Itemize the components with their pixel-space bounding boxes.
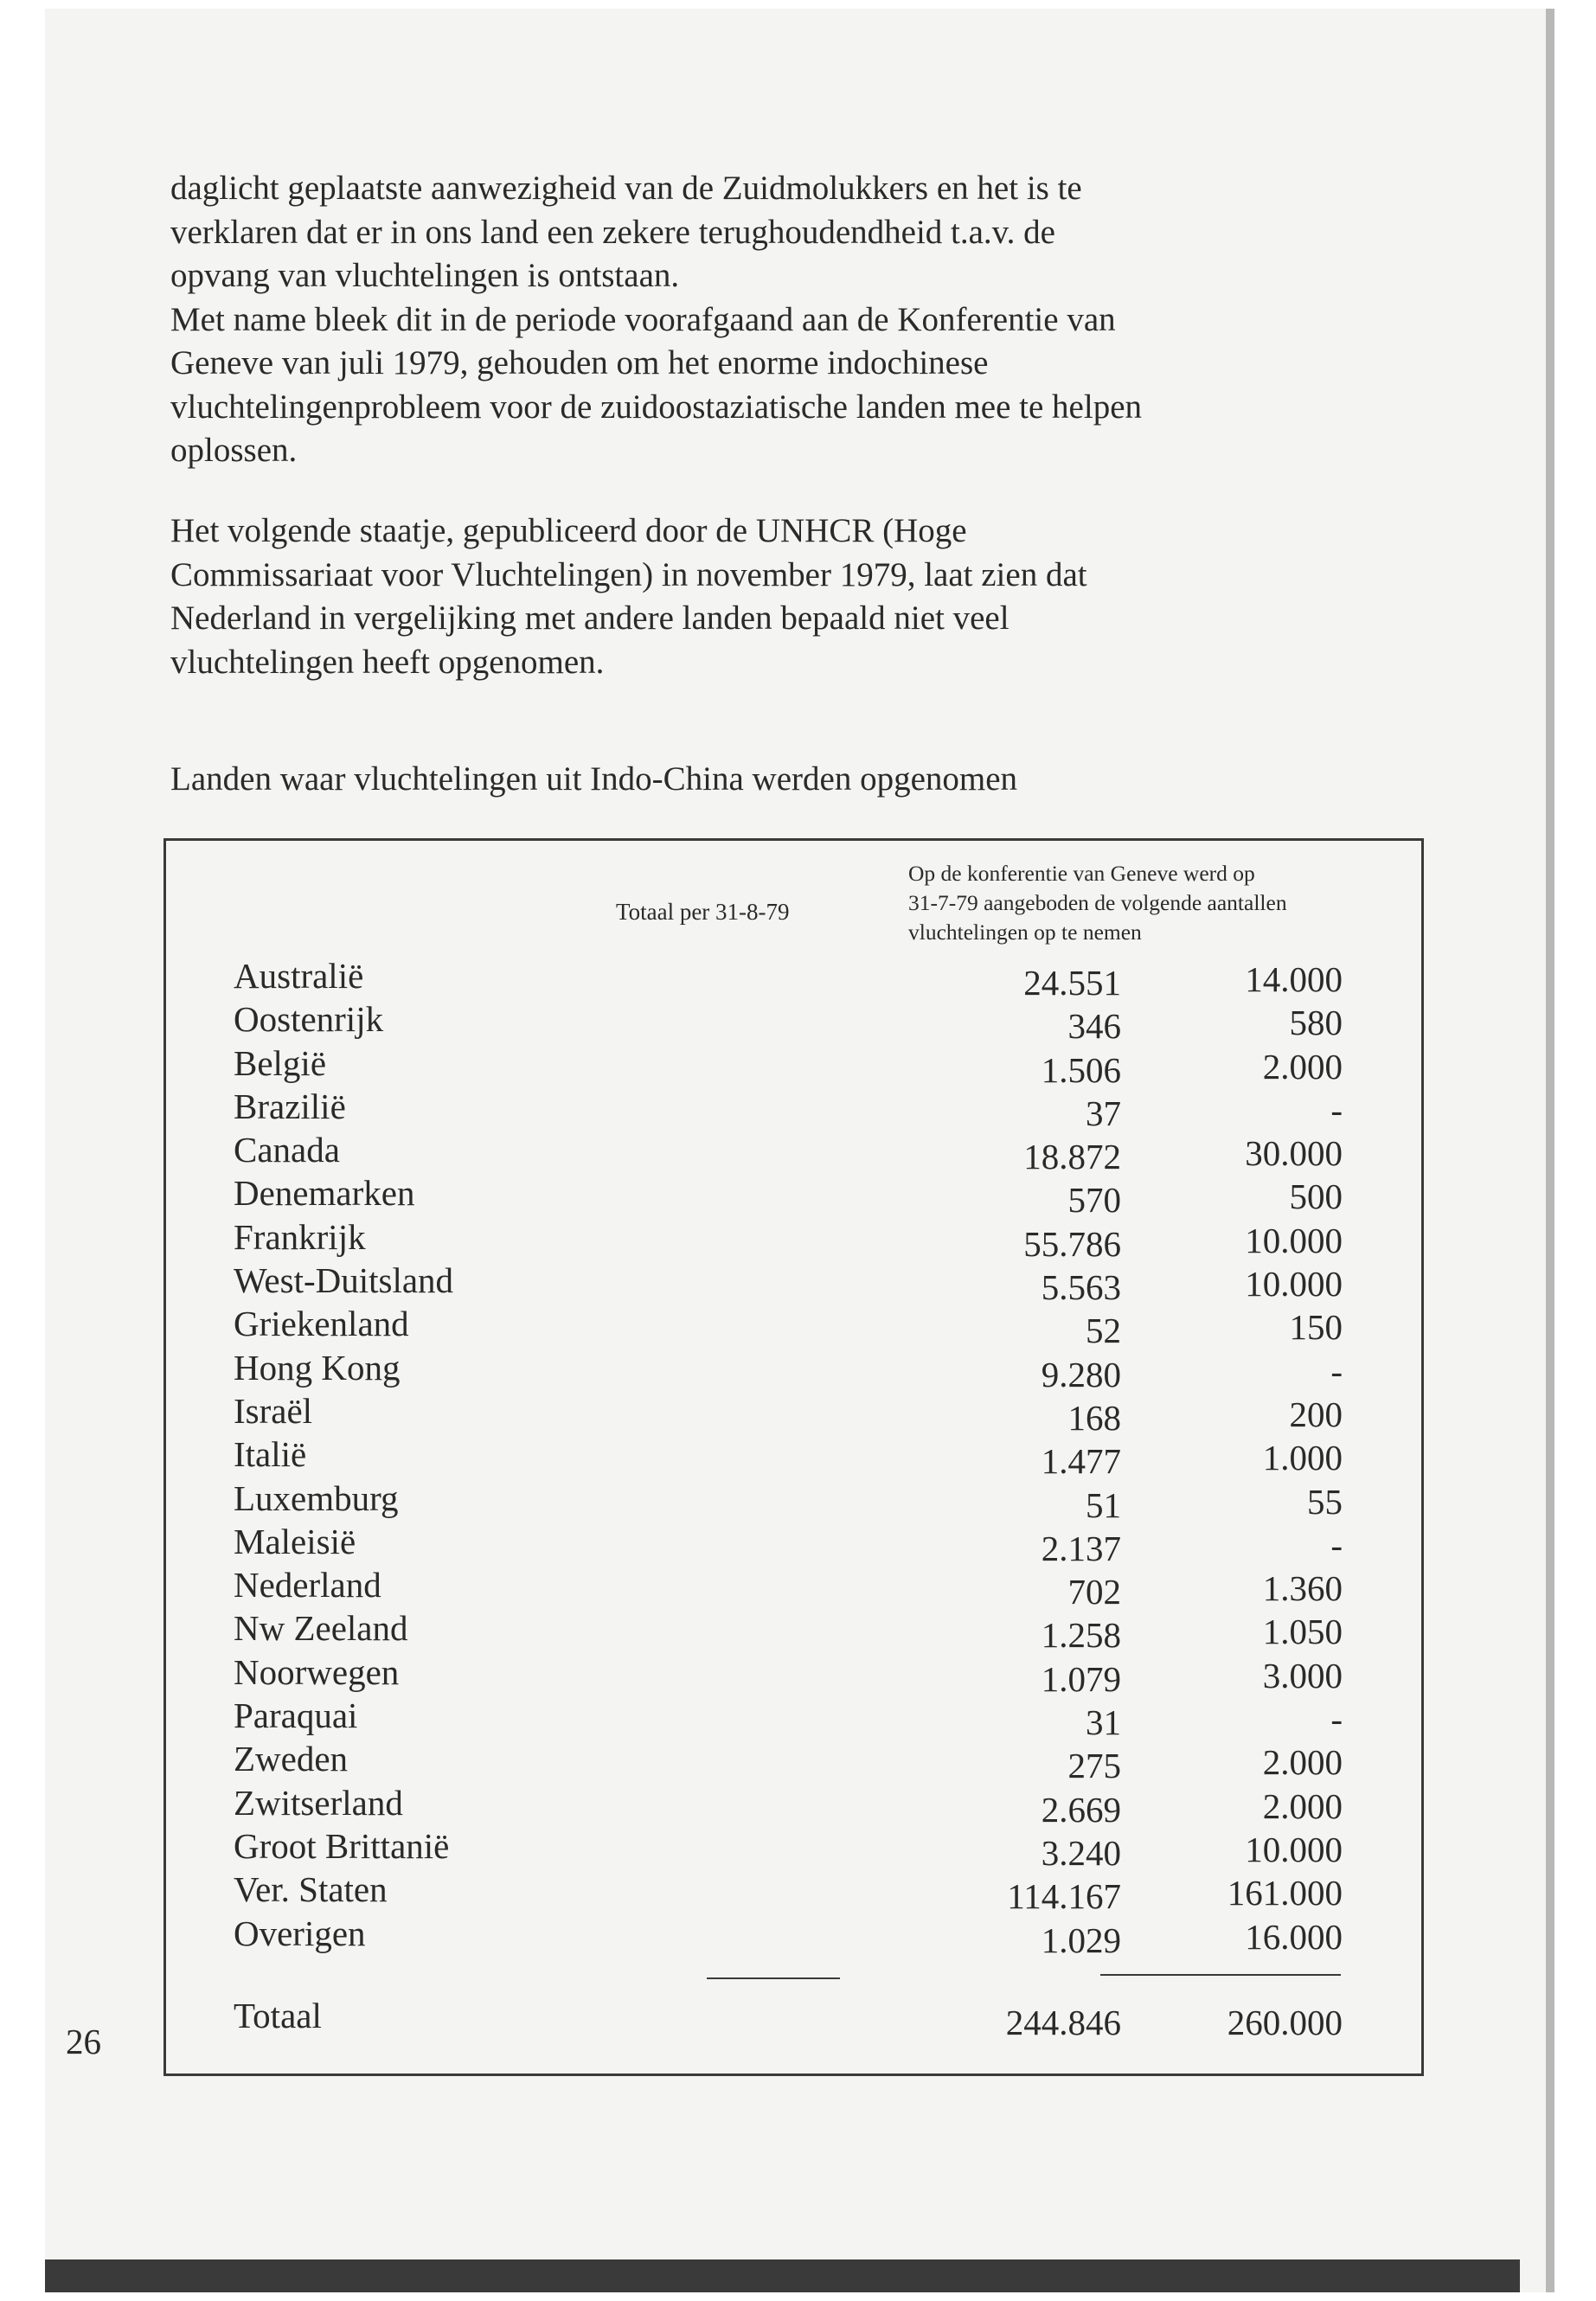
country-cell: Griekenland bbox=[234, 1304, 409, 1344]
page-spine-shadow bbox=[1546, 9, 1554, 2292]
total-cell: 31 bbox=[1086, 1702, 1121, 1743]
offered-cell: - bbox=[1330, 1089, 1343, 1130]
offered-cell: 500 bbox=[1289, 1176, 1343, 1217]
country-cell: Paraquai bbox=[234, 1695, 358, 1736]
offered-cell: - bbox=[1330, 1350, 1343, 1391]
country-cell: Noorwegen bbox=[234, 1651, 400, 1692]
table-row bbox=[234, 1694, 1343, 1743]
country-cell: Denemarken bbox=[234, 1173, 415, 1214]
table-row bbox=[234, 1128, 1343, 1177]
offered-cell: - bbox=[1330, 1699, 1343, 1740]
table-row bbox=[234, 1389, 1343, 1438]
country-cell: Nederland bbox=[234, 1565, 381, 1606]
country-cell: Luxemburg bbox=[234, 1477, 399, 1518]
total-cell: 168 bbox=[1067, 1397, 1121, 1438]
offered-cell: 2.000 bbox=[1262, 1742, 1343, 1783]
paragraph-2-line: vluchtelingen heeft opgenomen. bbox=[170, 643, 605, 681]
total-cell: 346 bbox=[1067, 1006, 1121, 1047]
total-cell: 1.079 bbox=[1041, 1658, 1121, 1699]
total-cell: 9.280 bbox=[1041, 1354, 1121, 1394]
country-cell: Zweden bbox=[234, 1739, 349, 1779]
offered-cell: 3.000 bbox=[1262, 1655, 1343, 1695]
table-row bbox=[234, 1042, 1343, 1090]
paragraph-1-line: verklaren dat er in ons land een zekere terughoudendheid t.a.v. de bbox=[170, 213, 1055, 251]
offered-cell: 150 bbox=[1289, 1307, 1343, 1348]
table-row bbox=[234, 954, 1343, 1003]
table-row bbox=[234, 1650, 1343, 1699]
country-cell: Zwitserland bbox=[234, 1782, 403, 1823]
paragraph-1-line: opvang van vluchtelingen is ontstaan. bbox=[170, 257, 680, 294]
paragraph-1-line: Met name bleek dit in de periode voorafgaand aan de Konferentie van bbox=[170, 300, 1116, 338]
table-caption: Landen waar vluchtelingen uit Indo-China werden opgenomen bbox=[170, 760, 1018, 798]
country-cell: Brazilië bbox=[234, 1086, 346, 1126]
offered-cell: 55 bbox=[1307, 1481, 1343, 1522]
country-cell: België bbox=[234, 1042, 327, 1083]
country-cell: West-Duitsland bbox=[234, 1260, 454, 1301]
country-cell: Australië bbox=[234, 956, 364, 996]
total-cell: 1.506 bbox=[1041, 1049, 1121, 1090]
paragraph-1-line: daglicht geplaatste aanwezigheid van de Zuidmolukkers en het is te bbox=[170, 170, 1082, 207]
table-row bbox=[234, 1868, 1343, 1917]
total-cell: 52 bbox=[1086, 1311, 1121, 1351]
total-cell: 2.669 bbox=[1041, 1789, 1121, 1830]
paragraph-1-line: oplossen. bbox=[170, 432, 298, 469]
offered-cell: 200 bbox=[1289, 1394, 1343, 1434]
offered-cell: 1.360 bbox=[1262, 1568, 1343, 1609]
offered-cell: 1.050 bbox=[1262, 1612, 1343, 1652]
country-cell: Canada bbox=[234, 1130, 340, 1170]
table-row bbox=[234, 1912, 1343, 1960]
total-cell: 570 bbox=[1067, 1180, 1121, 1221]
country-cell: Maleisië bbox=[234, 1521, 356, 1561]
offered-column-rule bbox=[1100, 1974, 1341, 1976]
paragraph-2-line: Commissariaat voor Vluchtelingen) in november 1979, laat zien dat bbox=[170, 555, 1087, 593]
table-row bbox=[234, 1781, 1343, 1830]
total-cell: 18.872 bbox=[1023, 1137, 1121, 1177]
paragraph-1-line: Geneve van juli 1979, gehouden om het enorme indochinese bbox=[170, 344, 989, 381]
table-row bbox=[234, 997, 1343, 1047]
table-row bbox=[234, 1563, 1343, 1612]
country-cell: Italië bbox=[234, 1434, 307, 1475]
table-row bbox=[234, 1824, 1343, 1873]
country-cell: Israël bbox=[234, 1390, 313, 1431]
country-cell: Nw Zeeland bbox=[234, 1608, 408, 1649]
page-number: 26 bbox=[66, 2022, 101, 2061]
total-cell: 37 bbox=[1086, 1093, 1121, 1133]
offered-cell: 14.000 bbox=[1245, 959, 1343, 999]
total-cell: 24.551 bbox=[1023, 963, 1121, 1003]
table-row bbox=[234, 1737, 1343, 1786]
paragraph-1 bbox=[170, 167, 1425, 473]
country-cell: Frankrijk bbox=[234, 1216, 366, 1257]
offered-cell: 1.000 bbox=[1262, 1438, 1343, 1478]
country-cell: Groot Brittanië bbox=[234, 1825, 450, 1866]
table-row bbox=[234, 1433, 1343, 1482]
column-header-geneve-line: vluchtelingen op te nemen bbox=[908, 920, 1142, 945]
offered-cell: 16.000 bbox=[1245, 1916, 1343, 1957]
table-row bbox=[234, 1259, 1343, 1308]
total-cell: 1.258 bbox=[1041, 1615, 1121, 1656]
table-row bbox=[234, 1606, 1343, 1656]
total-cell: 275 bbox=[1067, 1746, 1121, 1786]
total-sum: 244.846 bbox=[1005, 2003, 1121, 2042]
paragraph-2 bbox=[170, 510, 1425, 684]
offered-cell: 10.000 bbox=[1245, 1829, 1343, 1869]
total-cell: 1.477 bbox=[1041, 1441, 1121, 1482]
total-cell: 3.240 bbox=[1041, 1832, 1121, 1873]
table-row bbox=[234, 1215, 1343, 1264]
offered-cell: - bbox=[1330, 1524, 1343, 1565]
table-row bbox=[234, 1085, 1343, 1133]
offered-cell: 10.000 bbox=[1245, 1264, 1343, 1304]
total-cell: 1.029 bbox=[1041, 1920, 1121, 1960]
table-row bbox=[234, 1171, 1343, 1221]
offered-cell: 161.000 bbox=[1227, 1873, 1343, 1913]
country-cell: Oostenrijk bbox=[234, 999, 384, 1040]
total-cell: 702 bbox=[1067, 1572, 1121, 1612]
table-row bbox=[234, 1346, 1343, 1394]
total-column-rule bbox=[707, 1977, 840, 1979]
table-body bbox=[234, 954, 1343, 1960]
table-row bbox=[234, 1302, 1343, 1351]
country-cell: Ver. Staten bbox=[234, 1869, 388, 1910]
total-cell: 2.137 bbox=[1041, 1528, 1121, 1568]
total-cell: 51 bbox=[1086, 1484, 1121, 1525]
scan-edge-strip bbox=[45, 2259, 1520, 2292]
offered-sum: 260.000 bbox=[1227, 2003, 1343, 2042]
total-cell: 5.563 bbox=[1041, 1267, 1121, 1308]
country-cell: Hong Kong bbox=[234, 1347, 401, 1388]
country-cell: Overigen bbox=[234, 1913, 366, 1953]
table-total-row bbox=[234, 1994, 1341, 2046]
paragraph-1-line: vluchtelingenprobleem voor de zuidoostaziatische landen mee te helpen bbox=[170, 388, 1143, 426]
offered-cell: 2.000 bbox=[1262, 1785, 1343, 1826]
paragraph-2-line: Nederland in vergelijking met andere landen bepaald niet veel bbox=[170, 599, 1010, 637]
total-label: Totaal bbox=[234, 1996, 322, 2035]
table-row bbox=[234, 1477, 1343, 1525]
column-header-total: Totaal per 31-8-79 bbox=[616, 899, 790, 925]
offered-cell: 2.000 bbox=[1262, 1046, 1343, 1086]
offered-cell: 30.000 bbox=[1245, 1133, 1343, 1174]
offered-cell: 580 bbox=[1289, 1003, 1343, 1043]
total-cell: 114.167 bbox=[1007, 1876, 1121, 1917]
offered-cell: 10.000 bbox=[1245, 1220, 1343, 1260]
column-header-geneve-line: Op de konferentie van Geneve werd op bbox=[908, 861, 1255, 886]
paragraph-2-line: Het volgende staatje, gepubliceerd door de UNHCR (Hoge bbox=[170, 512, 967, 549]
column-header-geneve bbox=[908, 859, 1287, 947]
total-cell: 55.786 bbox=[1023, 1223, 1121, 1264]
table-row bbox=[234, 1520, 1343, 1568]
column-header-geneve-line: 31-7-79 aangeboden de volgende aantallen bbox=[908, 890, 1287, 915]
